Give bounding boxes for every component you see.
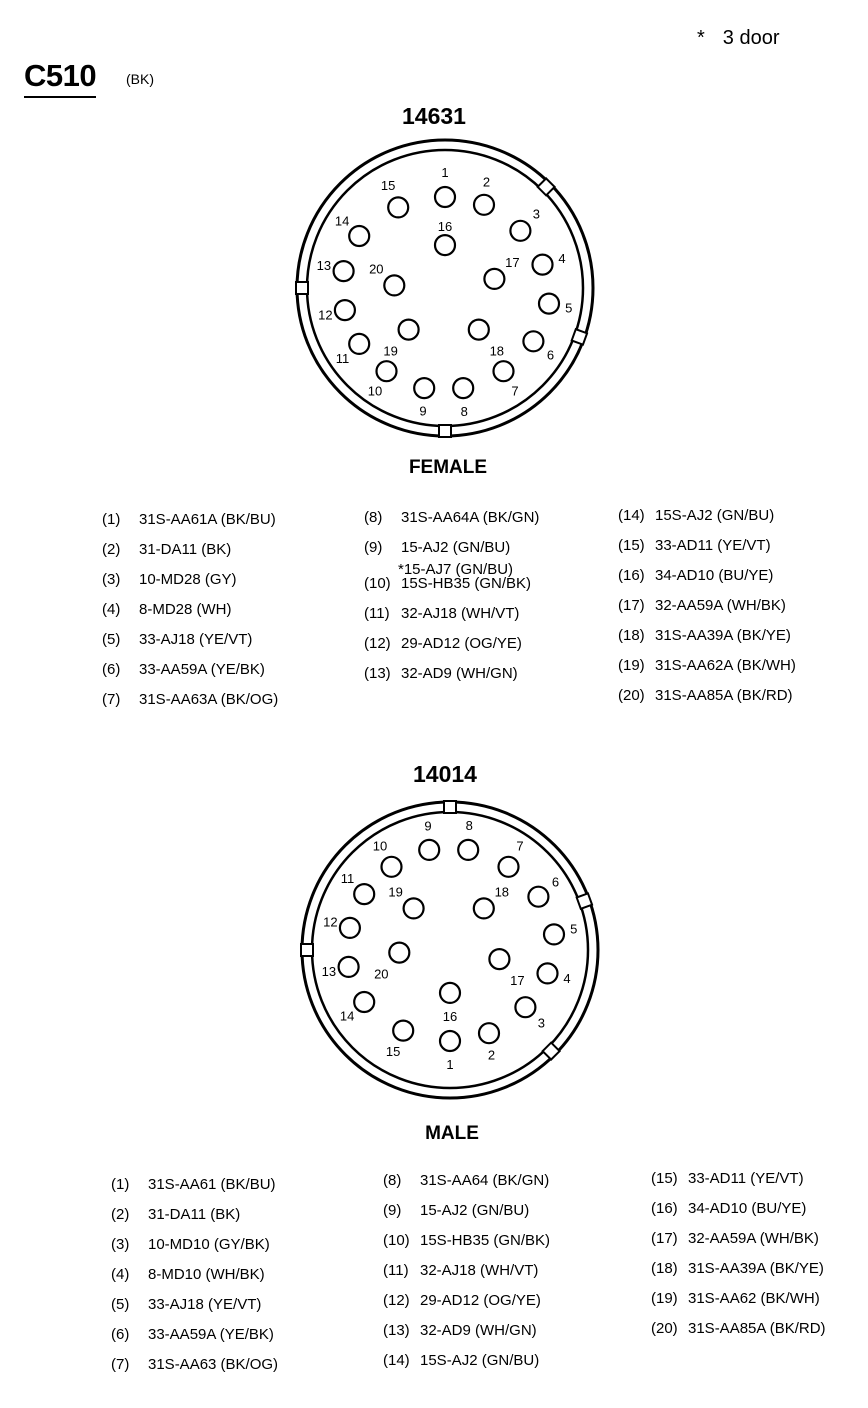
pin-11 — [336, 334, 370, 366]
pin-number: (2) — [102, 541, 121, 558]
pin-number: (5) — [102, 631, 121, 648]
pin-11 — [341, 871, 375, 904]
pin-socket — [414, 378, 434, 398]
pin-label: 2 — [482, 174, 491, 190]
pin-label: 16 — [437, 219, 453, 235]
pin-20 — [369, 261, 404, 295]
pin-2 — [479, 1023, 499, 1062]
pin-8 — [453, 378, 473, 419]
wire-code: 31-DA11 (BK) — [139, 541, 232, 558]
wire-code: 31S-AA61 (BK/BU) — [148, 1176, 276, 1193]
wire-code: 29-AD12 (OG/YE) — [420, 1292, 541, 1309]
pin-label: 5 — [570, 921, 578, 937]
pin-label: 15 — [380, 178, 396, 194]
wire-code: 31-DA11 (BK) — [148, 1206, 241, 1223]
pin-12 — [323, 915, 360, 938]
wire-code: 32-AD9 (WH/GN) — [420, 1322, 537, 1339]
pin-socket — [528, 887, 548, 907]
male-connector-diagram — [305, 800, 595, 1100]
pin-number: (20) — [618, 687, 645, 704]
wire-code: 34-AD10 (BU/YE) — [688, 1200, 807, 1217]
door-note — [697, 27, 780, 50]
pin-7 — [499, 838, 524, 876]
pin-label: 10 — [372, 838, 388, 854]
pin-number: (19) — [651, 1290, 678, 1307]
pin-17 — [489, 949, 524, 988]
pin-4 — [533, 251, 566, 274]
key-notch — [572, 329, 587, 344]
female-connector-diagram — [300, 138, 590, 438]
pin-5 — [539, 294, 572, 316]
wire-code: 31S-AA85A (BK/RD) — [655, 687, 793, 704]
key-notch — [538, 178, 555, 195]
pin-number: (18) — [618, 627, 645, 644]
female-part-number: 14631 — [402, 103, 466, 129]
pin-16 — [435, 219, 455, 255]
pin-number: (13) — [383, 1322, 410, 1339]
pin-label: 12 — [318, 307, 333, 323]
pin-label: 17 — [510, 973, 525, 989]
pin-label: 19 — [388, 884, 403, 900]
pin-socket — [489, 949, 509, 969]
pin-label: 6 — [551, 874, 560, 890]
pin-socket — [510, 221, 530, 241]
pin-6 — [528, 874, 559, 906]
pin-number: (16) — [651, 1200, 678, 1217]
pin-socket — [539, 294, 559, 314]
pin-socket — [494, 361, 514, 381]
pin-socket — [399, 320, 419, 340]
pin-label: 4 — [558, 251, 566, 267]
wire-code: 33-AD11 (YE/VT) — [688, 1170, 804, 1187]
pin-label: 14 — [334, 213, 350, 229]
pin-label: 2 — [487, 1047, 496, 1063]
wire-code: 32-AJ18 (WH/VT) — [401, 605, 520, 622]
pin-number: (9) — [364, 539, 383, 556]
pin-number: (3) — [102, 571, 121, 588]
wire-code: 32-AD9 (WH/GN) — [401, 665, 518, 682]
wire-code: 31S-AA63 (BK/OG) — [148, 1356, 279, 1373]
pin-15 — [381, 178, 408, 217]
male-label: MALE — [425, 1123, 479, 1144]
pin-number: (18) — [651, 1260, 678, 1277]
pin-socket — [339, 957, 359, 977]
pin-number: (1) — [102, 511, 121, 528]
pin-socket — [479, 1023, 499, 1043]
pin-number: (11) — [364, 605, 390, 622]
pin-number: (12) — [364, 635, 391, 652]
wire-code: 32-AA59A (WH/BK) — [655, 597, 786, 614]
pin-number: (3) — [111, 1236, 130, 1253]
key-notch — [577, 893, 592, 908]
pin-1 — [435, 165, 455, 207]
pin-12 — [318, 300, 355, 322]
pin-number: (17) — [651, 1230, 678, 1247]
wire-code: 31S-AA63A (BK/OG) — [139, 691, 279, 708]
pin-number: (4) — [111, 1266, 130, 1283]
pin-14 — [335, 214, 369, 246]
pin-number: (11) — [383, 1262, 409, 1279]
pin-label: 7 — [511, 383, 519, 399]
pin-9 — [419, 818, 439, 860]
note-text: 3 door — [722, 27, 780, 49]
wire-code: 32-AJ18 (WH/VT) — [420, 1262, 539, 1279]
pin-socket — [484, 269, 504, 289]
pin-label: 9 — [419, 403, 427, 419]
pin-8 — [458, 818, 478, 860]
wire-code: 29-AD12 (OG/YE) — [401, 635, 522, 652]
pin-9 — [414, 378, 434, 419]
female-label: FEMALE — [408, 457, 488, 478]
pin-number: (16) — [618, 567, 645, 584]
pin-6 — [523, 331, 554, 362]
pin-socket — [334, 261, 354, 281]
pin-socket — [354, 884, 374, 904]
wire-code-alt: *15-AJ7 (GN/BU) — [398, 561, 514, 578]
pin-number: (15) — [618, 537, 645, 554]
pin-label: 8 — [465, 818, 473, 834]
wire-code: 32-AA59A (WH/BK) — [688, 1230, 819, 1247]
note-asterisk: * — [697, 27, 705, 49]
pin-socket — [435, 187, 455, 207]
wire-code: 31S-AA39A (BK/YE) — [655, 627, 791, 644]
connector-color: (BK) — [126, 71, 154, 87]
pin-13 — [317, 258, 354, 281]
pin-label: 15 — [385, 1043, 401, 1059]
pin-socket — [393, 1021, 413, 1041]
wire-code: 10-MD28 (GY) — [139, 571, 237, 588]
pin-socket — [335, 300, 355, 320]
pin-number: (14) — [383, 1352, 410, 1369]
pin-socket — [349, 226, 369, 246]
key-notch — [543, 1043, 560, 1060]
pin-label: 1 — [446, 1057, 454, 1072]
wire-code: 33-AA59A (YE/BK) — [148, 1326, 274, 1343]
pin-3 — [515, 997, 545, 1030]
pin-label: 11 — [335, 350, 350, 366]
pin-socket — [469, 320, 489, 340]
pin-socket — [404, 898, 424, 918]
pin-socket — [435, 235, 455, 255]
pin-19 — [388, 884, 423, 918]
pin-number: (12) — [383, 1292, 410, 1309]
pin-socket — [388, 197, 408, 217]
pin-label: 18 — [494, 884, 510, 900]
pin-label: 10 — [367, 383, 383, 399]
pin-number: (13) — [364, 665, 391, 682]
wire-code: 15S-HB35 (GN/BK) — [420, 1232, 551, 1249]
pin-number: (14) — [618, 507, 645, 524]
pin-socket — [384, 275, 404, 295]
pin-10 — [368, 361, 397, 398]
pin-label: 3 — [532, 206, 540, 222]
male-part-number: 14014 — [413, 761, 477, 787]
pin-number: (15) — [651, 1170, 678, 1187]
wire-code: 33-AD11 (YE/VT) — [655, 537, 771, 554]
pin-socket — [340, 918, 360, 938]
pin-label: 13 — [316, 258, 332, 274]
pin-number: (9) — [383, 1202, 402, 1219]
pin-5 — [544, 922, 577, 945]
wire-code: 8-MD28 (WH) — [139, 601, 232, 618]
key-notch — [439, 425, 451, 437]
connector-id: C510 — [24, 58, 96, 98]
pin-4 — [538, 963, 571, 985]
pin-14 — [340, 992, 374, 1023]
pin-number: (20) — [651, 1320, 678, 1337]
wire-code: 10-MD10 (GY/BK) — [148, 1236, 270, 1253]
wire-code: 31S-AA62A (BK/WH) — [655, 657, 796, 674]
key-notch — [296, 282, 308, 294]
pin-10 — [373, 838, 402, 876]
pin-label: 16 — [442, 1008, 458, 1024]
pin-number: (1) — [111, 1176, 130, 1193]
pin-number: (8) — [364, 509, 383, 526]
wire-code: 33-AA59A (YE/BK) — [139, 661, 265, 678]
pin-number: (2) — [111, 1206, 130, 1223]
pin-17 — [484, 255, 519, 289]
pin-number: (10) — [383, 1232, 410, 1249]
pin-number: (8) — [383, 1172, 402, 1189]
wire-code: 31S-AA64A (BK/GN) — [401, 509, 540, 526]
wire-code: 15-AJ2 (GN/BU) — [420, 1202, 530, 1219]
pin-socket — [474, 898, 494, 918]
pin-number: (6) — [111, 1326, 130, 1343]
pin-socket — [354, 992, 374, 1012]
pin-13 — [322, 957, 359, 979]
pin-socket — [538, 963, 558, 983]
pin-number: (17) — [618, 597, 645, 614]
wire-code: 31S-AA62 (BK/WH) — [688, 1290, 820, 1307]
pin-label: 18 — [489, 343, 505, 359]
pin-label: 7 — [516, 838, 524, 854]
pin-label: 13 — [321, 963, 337, 979]
pin-socket — [440, 983, 460, 1003]
key-notch — [444, 801, 456, 813]
pin-number: (7) — [102, 691, 121, 708]
wire-code: 31S-AA64 (BK/GN) — [420, 1172, 550, 1189]
pin-7 — [494, 361, 519, 398]
pin-1 — [440, 1031, 460, 1072]
wire-code: 15S-HB35 (GN/BK) — [401, 575, 532, 592]
wire-code: 15S-AJ2 (GN/BU) — [655, 507, 775, 524]
key-notch — [301, 944, 313, 956]
pin-label: 5 — [565, 300, 573, 316]
pin-label: 11 — [340, 871, 355, 887]
pin-label: 17 — [505, 254, 520, 270]
pin-3 — [510, 207, 540, 241]
pin-socket — [499, 857, 519, 877]
pin-socket — [389, 943, 409, 963]
pin-19 — [383, 320, 418, 359]
wire-code: 31S-AA85A (BK/RD) — [688, 1320, 826, 1337]
pin-label: 4 — [563, 970, 571, 986]
pin-number: (4) — [102, 601, 121, 618]
wire-code: 15S-AJ2 (GN/BU) — [420, 1352, 540, 1369]
pin-number: (5) — [111, 1296, 130, 1313]
pin-socket — [419, 840, 439, 860]
pin-15 — [386, 1021, 413, 1059]
pin-number: (7) — [111, 1356, 130, 1373]
pin-label: 12 — [323, 914, 338, 930]
pin-20 — [374, 943, 409, 982]
wire-code: 33-AJ18 (YE/VT) — [139, 631, 253, 648]
pin-socket — [515, 997, 535, 1017]
pin-socket — [349, 334, 369, 354]
pin-socket — [533, 255, 553, 275]
pin-number: (6) — [102, 661, 121, 678]
pin-socket — [377, 361, 397, 381]
pin-label: 8 — [460, 403, 468, 419]
wire-code: 34-AD10 (BU/YE) — [655, 567, 774, 584]
pin-socket — [440, 1031, 460, 1051]
pin-socket — [382, 857, 402, 877]
wire-code: 8-MD10 (WH/BK) — [148, 1266, 265, 1283]
pin-18 — [469, 320, 504, 359]
wire-code: 31S-AA61A (BK/BU) — [139, 511, 276, 528]
pin-label: 14 — [339, 1008, 355, 1024]
pin-label: 9 — [424, 818, 432, 834]
pin-label: 20 — [369, 261, 384, 277]
pin-socket — [453, 378, 473, 398]
pin-socket — [458, 840, 478, 860]
wire-code: 15-AJ2 (GN/BU) — [401, 539, 511, 556]
pin-label: 6 — [546, 347, 555, 363]
pin-label: 20 — [374, 966, 389, 982]
pin-label: 19 — [383, 343, 398, 359]
pin-label: 1 — [441, 165, 449, 180]
pin-2 — [474, 175, 494, 215]
pin-number: (19) — [618, 657, 645, 674]
wire-code: 31S-AA39A (BK/YE) — [688, 1260, 824, 1277]
pin-number: (10) — [364, 575, 391, 592]
pin-socket — [544, 924, 564, 944]
pin-16 — [440, 983, 460, 1024]
pin-socket — [523, 331, 543, 351]
pin-socket — [474, 195, 494, 215]
pin-label: 3 — [537, 1015, 545, 1031]
pin-18 — [474, 884, 509, 918]
wire-code: 33-AJ18 (YE/VT) — [148, 1296, 262, 1313]
